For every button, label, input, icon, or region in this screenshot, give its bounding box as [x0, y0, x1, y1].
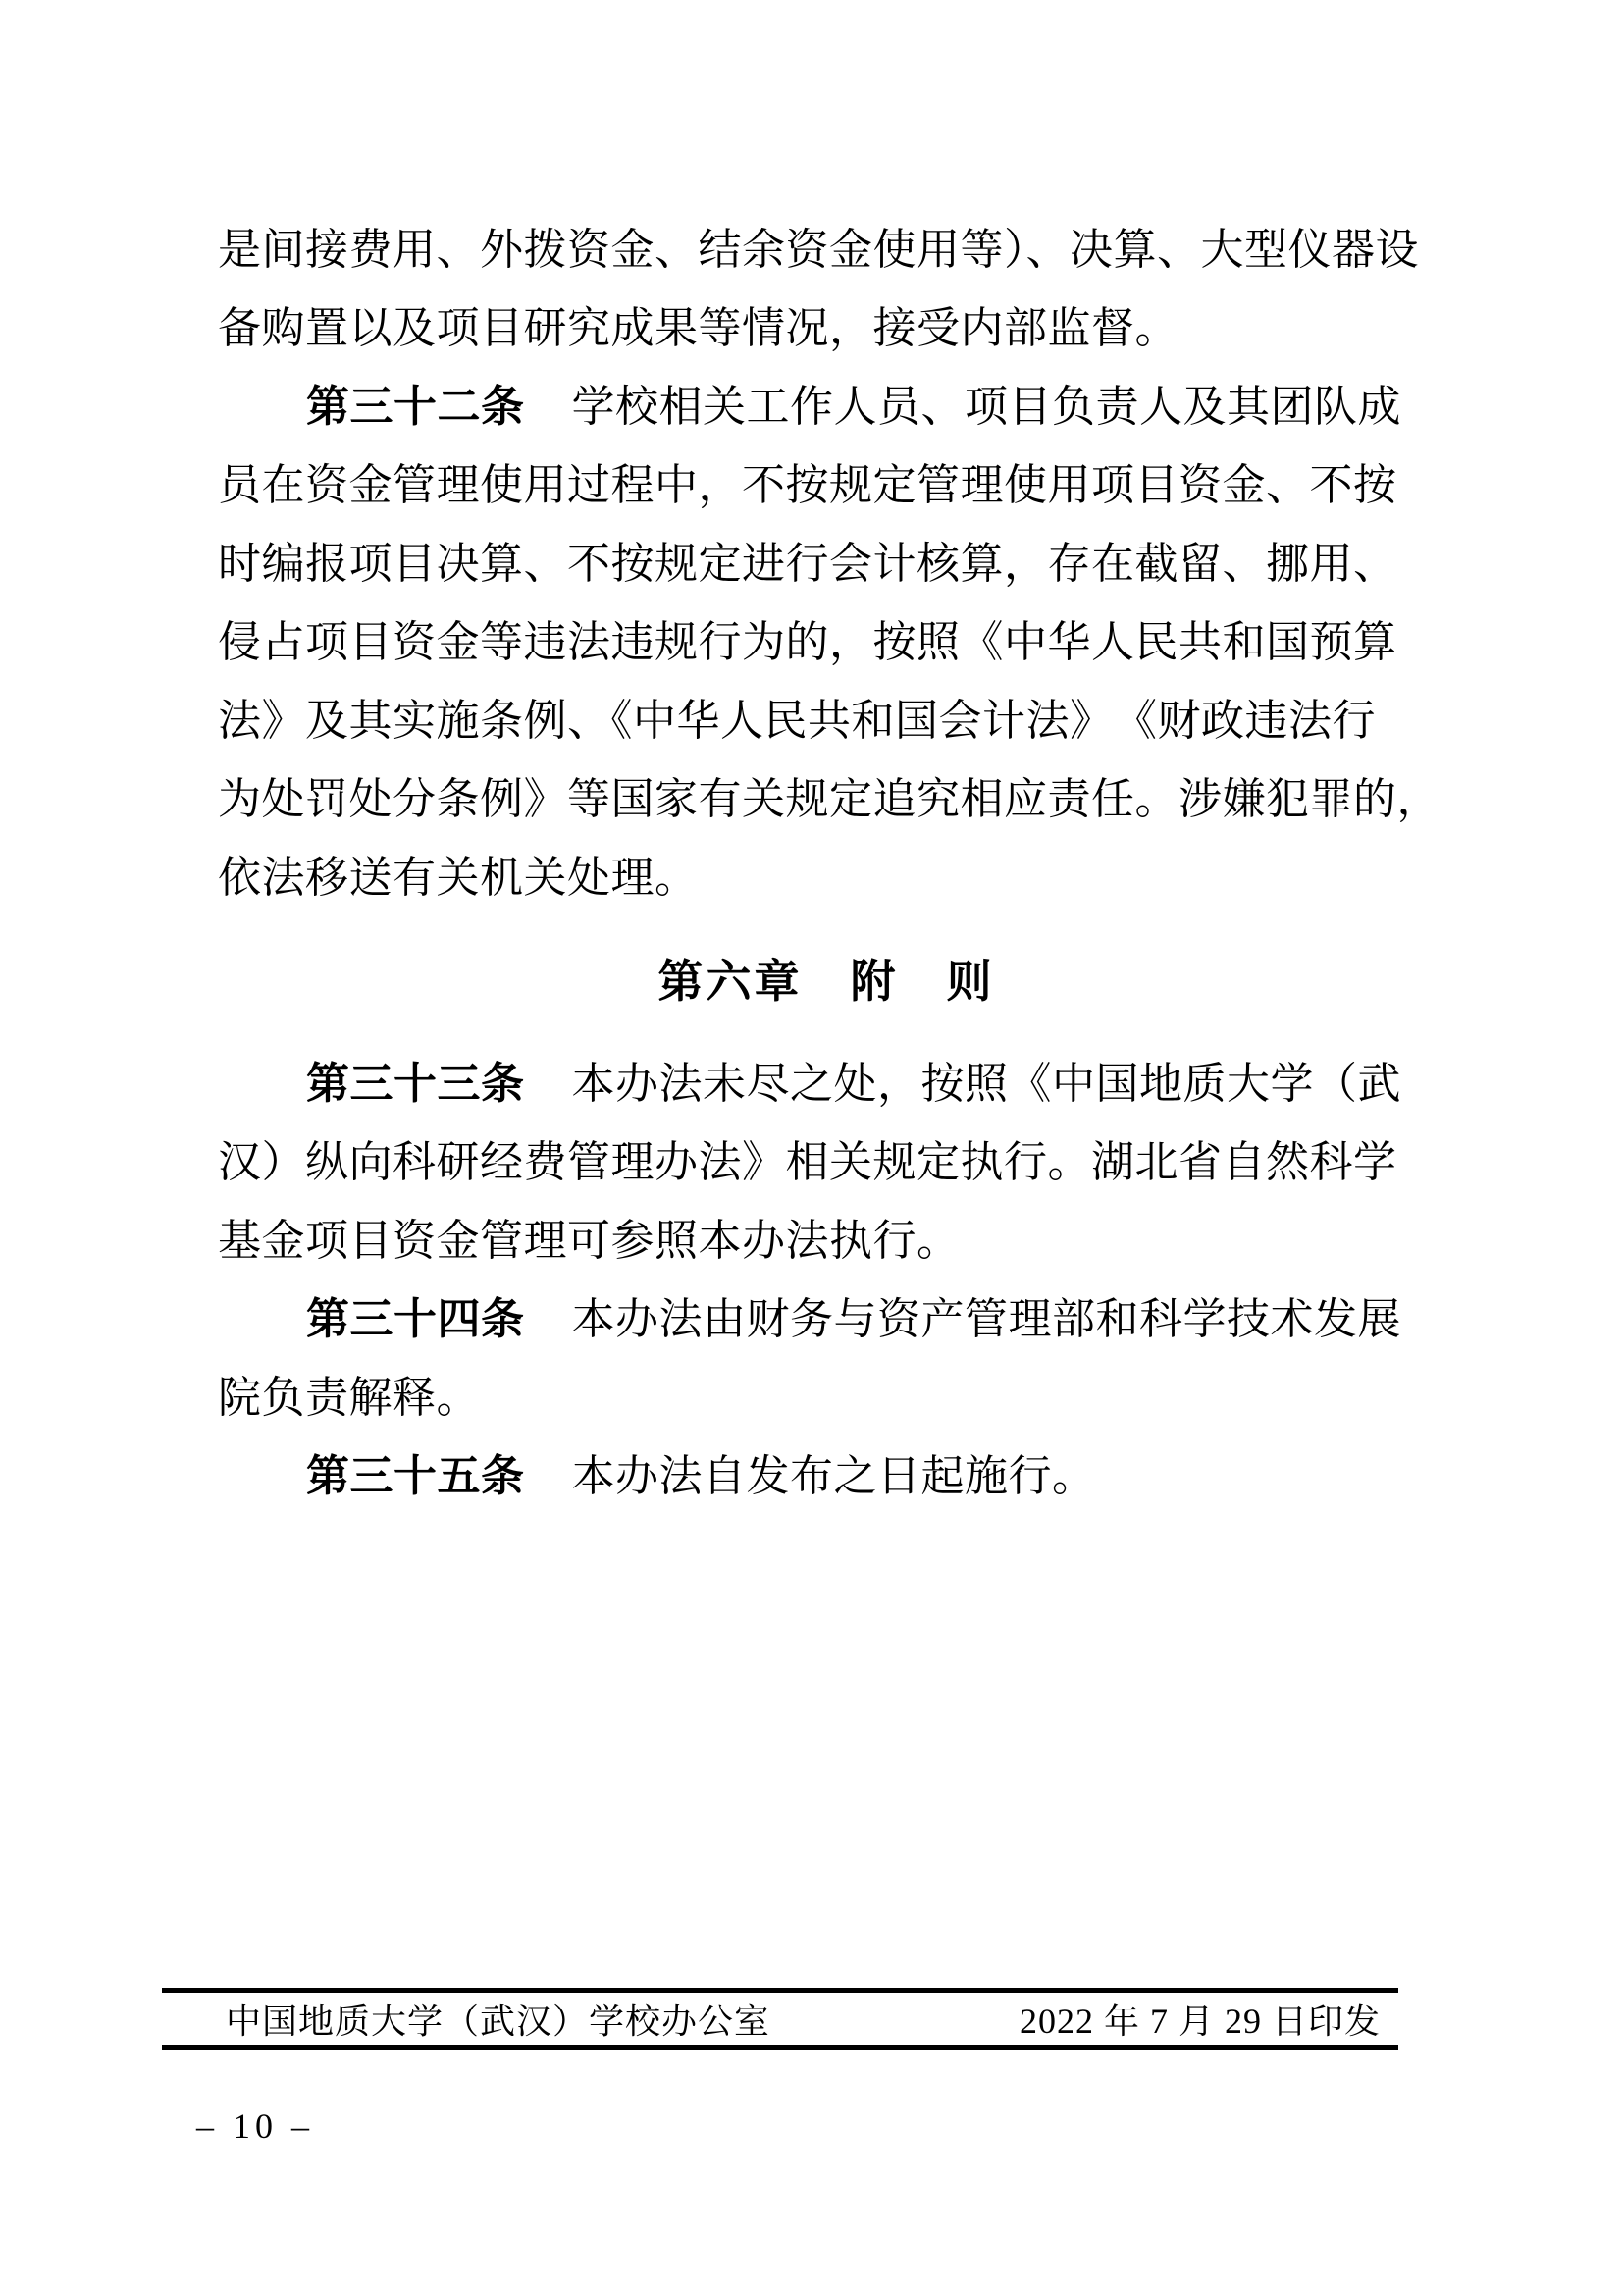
footer	[162, 1993, 1398, 2045]
line-text: 法》及其实施条例、《中华人民共和国会计法》 《财政违法行	[218, 697, 1376, 745]
line-text: 为处罚处分条例》等国家有关规定追究相应责任。涉嫌犯罪的，	[218, 775, 1441, 823]
body-line	[218, 525, 1435, 603]
body-line	[218, 1123, 1435, 1202]
line-text: 是间接费用、外拨资金、结余资金使用等）、决算、大型仪器设	[218, 226, 1419, 274]
body-line	[218, 682, 1435, 760]
page-number: – 10 –	[196, 2107, 314, 2146]
body-line	[218, 839, 1435, 917]
line-text: 院负责解释。	[218, 1374, 480, 1422]
line-text: 侵占项目资金等违法违规行为的，按照《中华人民共和国预算	[218, 618, 1397, 666]
footer-issuer: 中国地质大学（武汉）学校办公室	[226, 2002, 771, 2041]
line-text: 员在资金管理使用过程中，不按规定管理使用项目资金、不按	[218, 461, 1397, 509]
body-line	[218, 1202, 1435, 1280]
line-text: 依法移送有关机关处理。	[218, 854, 699, 902]
chapter-heading: 第六章 附 则	[657, 956, 995, 1007]
body-line	[218, 760, 1441, 839]
body-line	[218, 446, 1435, 525]
document-body	[218, 211, 1441, 1516]
article-number: 第三十二条	[306, 383, 525, 431]
footer-bottom-rule	[162, 2045, 1398, 2050]
article-number: 第三十三条	[306, 1060, 525, 1108]
line-text: 本办法由财务与资产管理部和科学技术发展	[571, 1295, 1401, 1343]
line-text: 本办法未尽之处，按照《中国地质大学（武	[571, 1060, 1401, 1108]
footer-print-date: 2022 年 7 月 29 日印发	[1019, 2002, 1381, 2041]
line-text: 本办法自发布之日起施行。	[571, 1452, 1096, 1500]
line-text: 备购置以及项目研究成果等情况，接受内部监督。	[218, 304, 1179, 352]
article-number: 第三十五条	[306, 1452, 525, 1500]
body-line-article-33	[218, 1045, 1435, 1123]
line-text: 学校相关工作人员、项目负责人及其团队成	[571, 383, 1401, 431]
body-line	[218, 603, 1435, 682]
line-text: 基金项目资金管理可参照本办法执行。	[218, 1217, 961, 1265]
body-line-article-34	[218, 1280, 1435, 1359]
body-line-article-32	[218, 368, 1435, 446]
line-text: 汉）纵向科研经费管理办法》相关规定执行。湖北省自然科学	[218, 1138, 1397, 1186]
line-text: 时编报项目决算、不按规定进行会计核算，存在截留、挪用、	[218, 540, 1397, 588]
body-line	[218, 211, 1435, 289]
body-line-article-35	[218, 1437, 1435, 1516]
body-line	[218, 1359, 1435, 1437]
article-number: 第三十四条	[306, 1295, 525, 1343]
body-line	[218, 289, 1435, 368]
